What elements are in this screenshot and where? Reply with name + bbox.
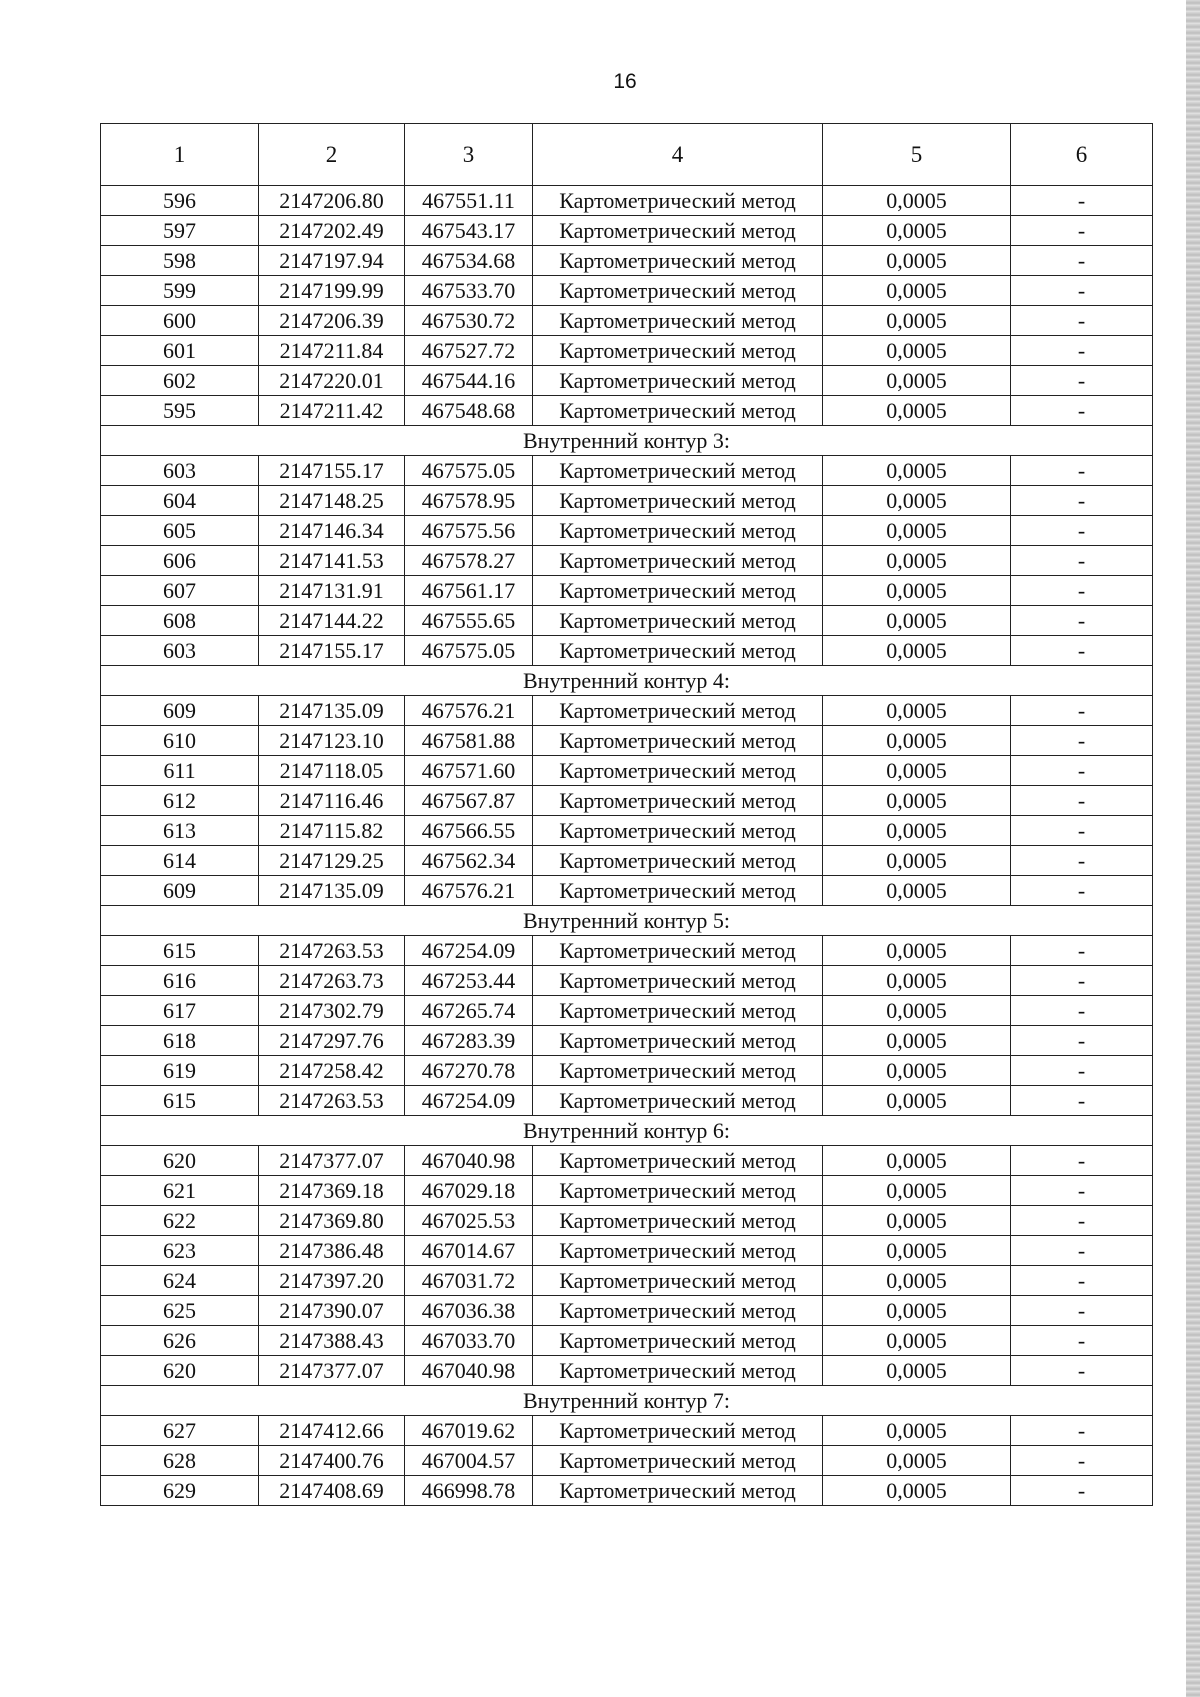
point-number-cell: 618: [101, 1026, 259, 1056]
point-number-cell: 603: [101, 636, 259, 666]
table-row: [101, 366, 1153, 396]
accuracy-cell: 0,0005: [823, 1176, 1011, 1206]
note-cell: -: [1011, 966, 1153, 996]
method-cell: Картометрический метод: [533, 606, 823, 636]
accuracy-cell: 0,0005: [823, 1206, 1011, 1236]
method-cell: Картометрический метод: [533, 966, 823, 996]
table-row: [101, 1236, 1153, 1266]
x-coordinate-cell: 2147220.01: [259, 366, 405, 396]
note-cell: -: [1011, 1056, 1153, 1086]
table-row: [101, 726, 1153, 756]
table-row: [101, 186, 1153, 216]
contour-title-row: [101, 426, 1153, 456]
table-row: [101, 696, 1153, 726]
table-row: [101, 636, 1153, 666]
x-coordinate-cell: 2147197.94: [259, 246, 405, 276]
page-number: 16: [613, 70, 637, 93]
note-cell: -: [1011, 606, 1153, 636]
scan-edge: [1186, 0, 1200, 1697]
y-coordinate-cell: 467544.16: [405, 366, 533, 396]
point-number-cell: 621: [101, 1176, 259, 1206]
table-row: [101, 1326, 1153, 1356]
accuracy-cell: 0,0005: [823, 936, 1011, 966]
x-coordinate-cell: 2147211.84: [259, 336, 405, 366]
note-cell: -: [1011, 276, 1153, 306]
method-cell: Картометрический метод: [533, 1176, 823, 1206]
contour-title: Внутренний контур 5:: [101, 906, 1153, 936]
table-row: [101, 546, 1153, 576]
table-row: [101, 456, 1153, 486]
point-number-cell: 617: [101, 996, 259, 1026]
method-cell: Картометрический метод: [533, 246, 823, 276]
y-coordinate-cell: 467004.57: [405, 1446, 533, 1476]
accuracy-cell: 0,0005: [823, 546, 1011, 576]
accuracy-cell: 0,0005: [823, 336, 1011, 366]
method-cell: Картометрический метод: [533, 726, 823, 756]
method-cell: Картометрический метод: [533, 636, 823, 666]
method-cell: Картометрический метод: [533, 1266, 823, 1296]
table-row: [101, 1206, 1153, 1236]
accuracy-cell: 0,0005: [823, 1416, 1011, 1446]
contour-title-row: [101, 1116, 1153, 1146]
point-number-cell: 609: [101, 696, 259, 726]
x-coordinate-cell: 2147129.25: [259, 846, 405, 876]
y-coordinate-cell: 467283.39: [405, 1026, 533, 1056]
x-coordinate-cell: 2147263.53: [259, 936, 405, 966]
y-coordinate-cell: 467571.60: [405, 756, 533, 786]
method-cell: Картометрический метод: [533, 546, 823, 576]
accuracy-cell: 0,0005: [823, 876, 1011, 906]
x-coordinate-cell: 2147115.82: [259, 816, 405, 846]
y-coordinate-cell: 467014.67: [405, 1236, 533, 1266]
method-cell: Картометрический метод: [533, 1296, 823, 1326]
method-cell: Картометрический метод: [533, 846, 823, 876]
x-coordinate-cell: 2147397.20: [259, 1266, 405, 1296]
contour-title: Внутренний контур 4:: [101, 666, 1153, 696]
method-cell: Картометрический метод: [533, 306, 823, 336]
note-cell: -: [1011, 786, 1153, 816]
x-coordinate-cell: 2147155.17: [259, 456, 405, 486]
accuracy-cell: 0,0005: [823, 276, 1011, 306]
header-cell: 5: [823, 124, 1011, 186]
method-cell: Картометрический метод: [533, 576, 823, 606]
method-cell: Картометрический метод: [533, 1146, 823, 1176]
table-row: [101, 966, 1153, 996]
y-coordinate-cell: 467270.78: [405, 1056, 533, 1086]
accuracy-cell: 0,0005: [823, 696, 1011, 726]
x-coordinate-cell: 2147144.22: [259, 606, 405, 636]
accuracy-cell: 0,0005: [823, 576, 1011, 606]
note-cell: -: [1011, 1476, 1153, 1506]
y-coordinate-cell: 467040.98: [405, 1146, 533, 1176]
y-coordinate-cell: 467575.05: [405, 456, 533, 486]
note-cell: -: [1011, 1356, 1153, 1386]
point-number-cell: 604: [101, 486, 259, 516]
y-coordinate-cell: 467562.34: [405, 846, 533, 876]
table-body: [101, 186, 1153, 1506]
note-cell: -: [1011, 1206, 1153, 1236]
x-coordinate-cell: 2147388.43: [259, 1326, 405, 1356]
x-coordinate-cell: 2147369.18: [259, 1176, 405, 1206]
accuracy-cell: 0,0005: [823, 516, 1011, 546]
accuracy-cell: 0,0005: [823, 966, 1011, 996]
method-cell: Картометрический метод: [533, 1056, 823, 1086]
point-number-cell: 625: [101, 1296, 259, 1326]
method-cell: Картометрический метод: [533, 1326, 823, 1356]
y-coordinate-cell: 467548.68: [405, 396, 533, 426]
y-coordinate-cell: 467254.09: [405, 1086, 533, 1116]
note-cell: -: [1011, 366, 1153, 396]
x-coordinate-cell: 2147206.80: [259, 186, 405, 216]
accuracy-cell: 0,0005: [823, 1476, 1011, 1506]
point-number-cell: 611: [101, 756, 259, 786]
accuracy-cell: 0,0005: [823, 786, 1011, 816]
note-cell: -: [1011, 576, 1153, 606]
note-cell: -: [1011, 306, 1153, 336]
x-coordinate-cell: 2147148.25: [259, 486, 405, 516]
table-row: [101, 816, 1153, 846]
table-row: [101, 276, 1153, 306]
method-cell: Картометрический метод: [533, 876, 823, 906]
accuracy-cell: 0,0005: [823, 456, 1011, 486]
y-coordinate-cell: 467254.09: [405, 936, 533, 966]
table-row: [101, 756, 1153, 786]
point-number-cell: 595: [101, 396, 259, 426]
accuracy-cell: 0,0005: [823, 1236, 1011, 1266]
header-cell: 6: [1011, 124, 1153, 186]
note-cell: -: [1011, 216, 1153, 246]
x-coordinate-cell: 2147135.09: [259, 876, 405, 906]
point-number-cell: 628: [101, 1446, 259, 1476]
x-coordinate-cell: 2147211.42: [259, 396, 405, 426]
x-coordinate-cell: 2147377.07: [259, 1146, 405, 1176]
table-row: [101, 1176, 1153, 1206]
y-coordinate-cell: 467031.72: [405, 1266, 533, 1296]
accuracy-cell: 0,0005: [823, 396, 1011, 426]
accuracy-cell: 0,0005: [823, 1356, 1011, 1386]
y-coordinate-cell: 467527.72: [405, 336, 533, 366]
point-number-cell: 619: [101, 1056, 259, 1086]
table-row: [101, 1446, 1153, 1476]
table-row: [101, 606, 1153, 636]
point-number-cell: 613: [101, 816, 259, 846]
y-coordinate-cell: 467561.17: [405, 576, 533, 606]
x-coordinate-cell: 2147199.99: [259, 276, 405, 306]
table-row: [101, 516, 1153, 546]
x-coordinate-cell: 2147118.05: [259, 756, 405, 786]
note-cell: -: [1011, 546, 1153, 576]
x-coordinate-cell: 2147408.69: [259, 1476, 405, 1506]
table-row: [101, 1146, 1153, 1176]
x-coordinate-cell: 2147202.49: [259, 216, 405, 246]
y-coordinate-cell: 467575.05: [405, 636, 533, 666]
method-cell: Картометрический метод: [533, 186, 823, 216]
x-coordinate-cell: 2147258.42: [259, 1056, 405, 1086]
accuracy-cell: 0,0005: [823, 636, 1011, 666]
table-row: [101, 1356, 1153, 1386]
accuracy-cell: 0,0005: [823, 1446, 1011, 1476]
y-coordinate-cell: 467533.70: [405, 276, 533, 306]
y-coordinate-cell: 467578.27: [405, 546, 533, 576]
contour-title-row: [101, 666, 1153, 696]
note-cell: -: [1011, 186, 1153, 216]
y-coordinate-cell: 467581.88: [405, 726, 533, 756]
contour-title-row: [101, 906, 1153, 936]
accuracy-cell: 0,0005: [823, 366, 1011, 396]
point-number-cell: 599: [101, 276, 259, 306]
table-row: [101, 246, 1153, 276]
accuracy-cell: 0,0005: [823, 1326, 1011, 1356]
header-cell: 4: [533, 124, 823, 186]
method-cell: Картометрический метод: [533, 936, 823, 966]
point-number-cell: 609: [101, 876, 259, 906]
y-coordinate-cell: 467567.87: [405, 786, 533, 816]
x-coordinate-cell: 2147369.80: [259, 1206, 405, 1236]
note-cell: -: [1011, 396, 1153, 426]
table-row: [101, 1416, 1153, 1446]
y-coordinate-cell: 467575.56: [405, 516, 533, 546]
point-number-cell: 627: [101, 1416, 259, 1446]
point-number-cell: 600: [101, 306, 259, 336]
note-cell: -: [1011, 1146, 1153, 1176]
method-cell: Картометрический метод: [533, 996, 823, 1026]
point-number-cell: 596: [101, 186, 259, 216]
y-coordinate-cell: 467040.98: [405, 1356, 533, 1386]
point-number-cell: 615: [101, 1086, 259, 1116]
x-coordinate-cell: 2147412.66: [259, 1416, 405, 1446]
point-number-cell: 601: [101, 336, 259, 366]
y-coordinate-cell: 467576.21: [405, 696, 533, 726]
note-cell: -: [1011, 1296, 1153, 1326]
contour-title-row: [101, 1386, 1153, 1416]
method-cell: Картометрический метод: [533, 1356, 823, 1386]
accuracy-cell: 0,0005: [823, 216, 1011, 246]
method-cell: Картометрический метод: [533, 1206, 823, 1236]
y-coordinate-cell: 467265.74: [405, 996, 533, 1026]
point-number-cell: 603: [101, 456, 259, 486]
y-coordinate-cell: 467025.53: [405, 1206, 533, 1236]
method-cell: Картометрический метод: [533, 756, 823, 786]
accuracy-cell: 0,0005: [823, 606, 1011, 636]
x-coordinate-cell: 2147135.09: [259, 696, 405, 726]
table-row: [101, 1296, 1153, 1326]
method-cell: Картометрический метод: [533, 216, 823, 246]
table-row: [101, 1266, 1153, 1296]
note-cell: -: [1011, 486, 1153, 516]
method-cell: Картометрический метод: [533, 396, 823, 426]
x-coordinate-cell: 2147141.53: [259, 546, 405, 576]
note-cell: -: [1011, 1326, 1153, 1356]
header-cell: 3: [405, 124, 533, 186]
note-cell: -: [1011, 456, 1153, 486]
table-row: [101, 996, 1153, 1026]
table-row: [101, 336, 1153, 366]
note-cell: -: [1011, 336, 1153, 366]
note-cell: -: [1011, 996, 1153, 1026]
y-coordinate-cell: 467578.95: [405, 486, 533, 516]
x-coordinate-cell: 2147302.79: [259, 996, 405, 1026]
table-row: [101, 486, 1153, 516]
method-cell: Картометрический метод: [533, 486, 823, 516]
note-cell: -: [1011, 1416, 1153, 1446]
accuracy-cell: 0,0005: [823, 756, 1011, 786]
note-cell: -: [1011, 756, 1153, 786]
method-cell: Картометрический метод: [533, 1236, 823, 1266]
method-cell: Картометрический метод: [533, 816, 823, 846]
y-coordinate-cell: 467530.72: [405, 306, 533, 336]
method-cell: Картометрический метод: [533, 1416, 823, 1446]
accuracy-cell: 0,0005: [823, 1266, 1011, 1296]
note-cell: -: [1011, 1236, 1153, 1266]
table-row: [101, 936, 1153, 966]
contour-title: Внутренний контур 3:: [101, 426, 1153, 456]
note-cell: -: [1011, 816, 1153, 846]
method-cell: Картометрический метод: [533, 516, 823, 546]
x-coordinate-cell: 2147386.48: [259, 1236, 405, 1266]
accuracy-cell: 0,0005: [823, 816, 1011, 846]
x-coordinate-cell: 2147400.76: [259, 1446, 405, 1476]
point-number-cell: 626: [101, 1326, 259, 1356]
method-cell: Картометрический метод: [533, 1026, 823, 1056]
x-coordinate-cell: 2147263.73: [259, 966, 405, 996]
table-row: [101, 876, 1153, 906]
note-cell: -: [1011, 846, 1153, 876]
accuracy-cell: 0,0005: [823, 186, 1011, 216]
x-coordinate-cell: 2147263.53: [259, 1086, 405, 1116]
accuracy-cell: 0,0005: [823, 846, 1011, 876]
method-cell: Картометрический метод: [533, 366, 823, 396]
point-number-cell: 629: [101, 1476, 259, 1506]
y-coordinate-cell: 467543.17: [405, 216, 533, 246]
y-coordinate-cell: 467036.38: [405, 1296, 533, 1326]
accuracy-cell: 0,0005: [823, 1026, 1011, 1056]
y-coordinate-cell: 467576.21: [405, 876, 533, 906]
point-number-cell: 597: [101, 216, 259, 246]
table-row: [101, 786, 1153, 816]
y-coordinate-cell: 467566.55: [405, 816, 533, 846]
point-number-cell: 606: [101, 546, 259, 576]
y-coordinate-cell: 467019.62: [405, 1416, 533, 1446]
point-number-cell: 624: [101, 1266, 259, 1296]
accuracy-cell: 0,0005: [823, 1056, 1011, 1086]
table-row: [101, 216, 1153, 246]
header-row: [101, 124, 1153, 186]
x-coordinate-cell: 2147146.34: [259, 516, 405, 546]
point-number-cell: 610: [101, 726, 259, 756]
method-cell: Картометрический метод: [533, 1476, 823, 1506]
accuracy-cell: 0,0005: [823, 306, 1011, 336]
y-coordinate-cell: 466998.78: [405, 1476, 533, 1506]
y-coordinate-cell: 467029.18: [405, 1176, 533, 1206]
accuracy-cell: 0,0005: [823, 1086, 1011, 1116]
point-number-cell: 605: [101, 516, 259, 546]
y-coordinate-cell: 467253.44: [405, 966, 533, 996]
note-cell: -: [1011, 696, 1153, 726]
point-number-cell: 615: [101, 936, 259, 966]
point-number-cell: 623: [101, 1236, 259, 1266]
note-cell: -: [1011, 1026, 1153, 1056]
table-row: [101, 846, 1153, 876]
table-row: [101, 1026, 1153, 1056]
y-coordinate-cell: 467033.70: [405, 1326, 533, 1356]
method-cell: Картометрический метод: [533, 336, 823, 366]
contour-title: Внутренний контур 6:: [101, 1116, 1153, 1146]
x-coordinate-cell: 2147155.17: [259, 636, 405, 666]
method-cell: Картометрический метод: [533, 1086, 823, 1116]
point-number-cell: 612: [101, 786, 259, 816]
accuracy-cell: 0,0005: [823, 996, 1011, 1026]
table-row: [101, 306, 1153, 336]
x-coordinate-cell: 2147297.76: [259, 1026, 405, 1056]
contour-title: Внутренний контур 7:: [101, 1386, 1153, 1416]
note-cell: -: [1011, 1266, 1153, 1296]
point-number-cell: 616: [101, 966, 259, 996]
point-number-cell: 598: [101, 246, 259, 276]
table-row: [101, 1086, 1153, 1116]
note-cell: -: [1011, 1176, 1153, 1206]
y-coordinate-cell: 467551.11: [405, 186, 533, 216]
accuracy-cell: 0,0005: [823, 726, 1011, 756]
method-cell: Картометрический метод: [533, 696, 823, 726]
note-cell: -: [1011, 636, 1153, 666]
method-cell: Картометрический метод: [533, 456, 823, 486]
accuracy-cell: 0,0005: [823, 1296, 1011, 1326]
y-coordinate-cell: 467534.68: [405, 246, 533, 276]
note-cell: -: [1011, 516, 1153, 546]
note-cell: -: [1011, 1086, 1153, 1116]
coordinates-table: [100, 123, 1153, 1506]
method-cell: Картометрический метод: [533, 276, 823, 306]
point-number-cell: 602: [101, 366, 259, 396]
table-row: [101, 576, 1153, 606]
note-cell: -: [1011, 246, 1153, 276]
note-cell: -: [1011, 1446, 1153, 1476]
accuracy-cell: 0,0005: [823, 486, 1011, 516]
point-number-cell: 607: [101, 576, 259, 606]
point-number-cell: 614: [101, 846, 259, 876]
note-cell: -: [1011, 936, 1153, 966]
x-coordinate-cell: 2147123.10: [259, 726, 405, 756]
note-cell: -: [1011, 876, 1153, 906]
method-cell: Картометрический метод: [533, 1446, 823, 1476]
x-coordinate-cell: 2147116.46: [259, 786, 405, 816]
x-coordinate-cell: 2147377.07: [259, 1356, 405, 1386]
note-cell: -: [1011, 726, 1153, 756]
table-row: [101, 396, 1153, 426]
header-cell: 2: [259, 124, 405, 186]
y-coordinate-cell: 467555.65: [405, 606, 533, 636]
accuracy-cell: 0,0005: [823, 246, 1011, 276]
x-coordinate-cell: 2147390.07: [259, 1296, 405, 1326]
point-number-cell: 620: [101, 1356, 259, 1386]
point-number-cell: 608: [101, 606, 259, 636]
accuracy-cell: 0,0005: [823, 1146, 1011, 1176]
table-row: [101, 1056, 1153, 1086]
point-number-cell: 620: [101, 1146, 259, 1176]
x-coordinate-cell: 2147206.39: [259, 306, 405, 336]
point-number-cell: 622: [101, 1206, 259, 1236]
table-row: [101, 1476, 1153, 1506]
method-cell: Картометрический метод: [533, 786, 823, 816]
header-cell: 1: [101, 124, 259, 186]
x-coordinate-cell: 2147131.91: [259, 576, 405, 606]
